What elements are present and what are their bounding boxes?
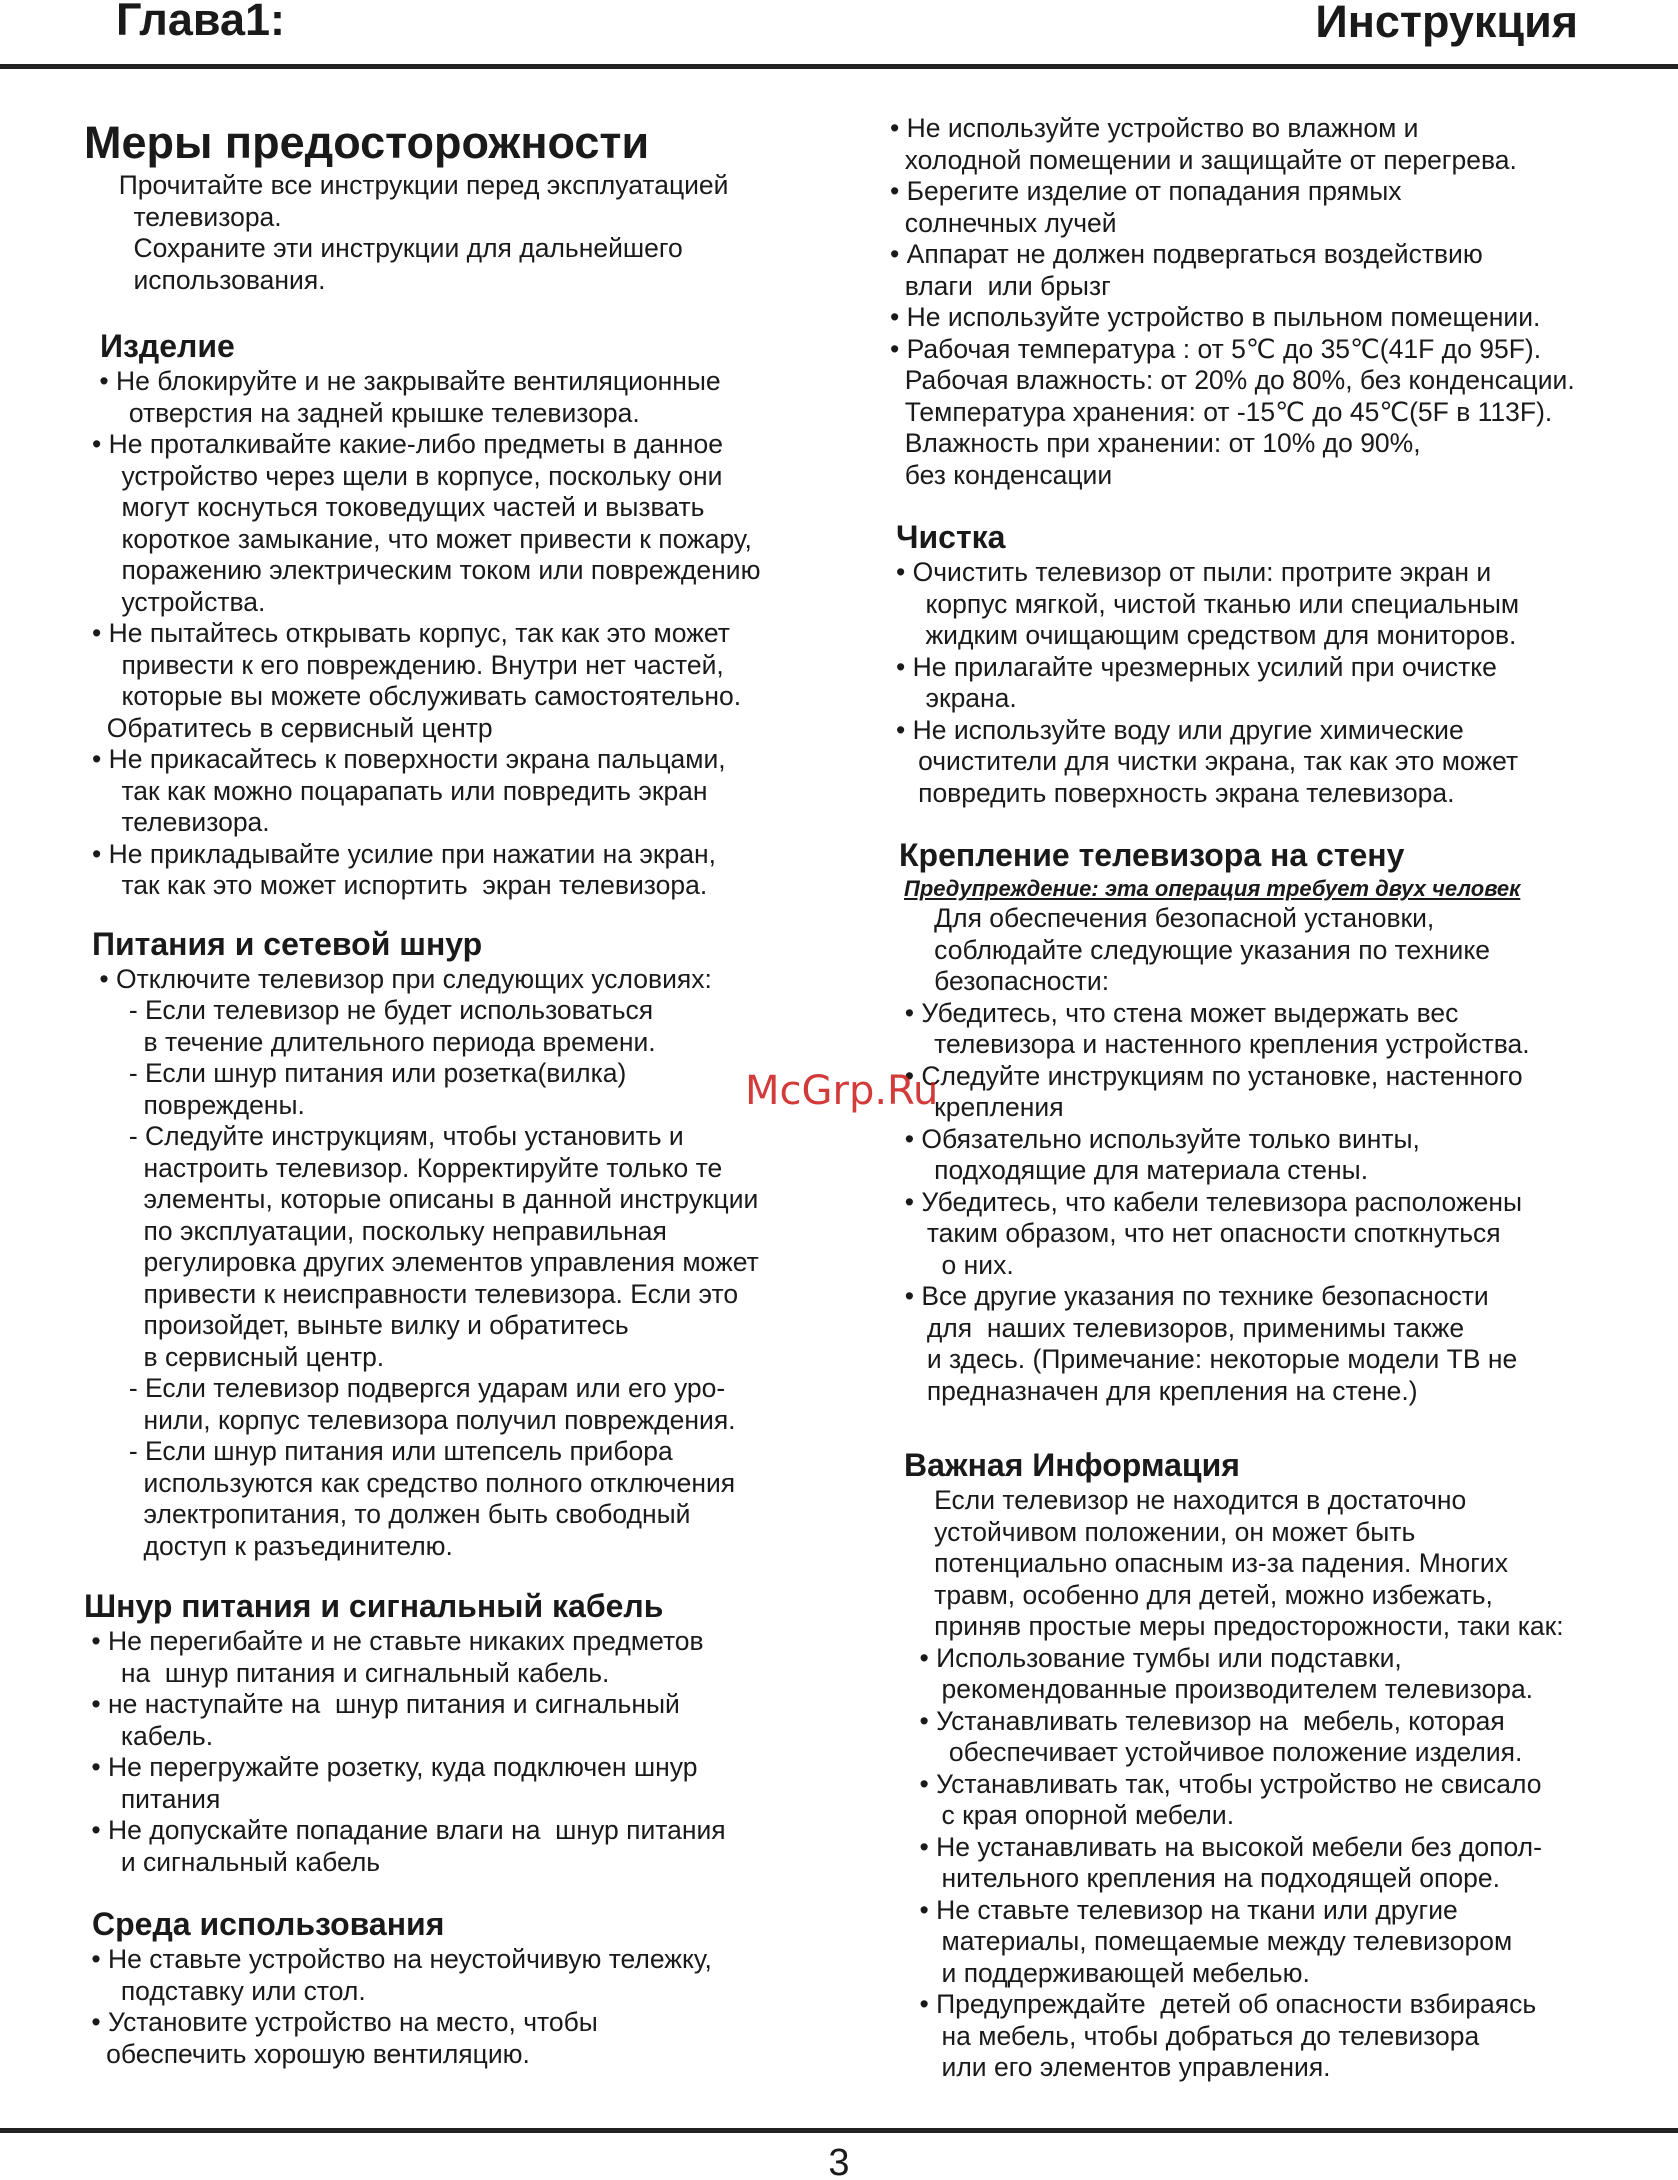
text-line: - Если шнур питания или розетка(вилка)	[92, 1058, 627, 1088]
text-line: • Убедитесь, что кабели телевизора расположены	[890, 1186, 1523, 1217]
text-line: телевизора.	[92, 807, 270, 837]
text-line: • Не перегружайте розетку, куда подключен шнур	[84, 1752, 698, 1782]
environment-list	[84, 1944, 824, 2070]
text-line: устройства.	[92, 586, 266, 617]
page-number: 3	[828, 2142, 850, 2180]
text-line: поражению электрическим током или повреждению	[92, 555, 761, 585]
text-line: • Установите устройство на место, чтобы	[84, 2007, 598, 2037]
text-line: так как можно поцарапать или повредить экран	[92, 775, 708, 806]
text-line: крепления	[890, 1092, 1064, 1122]
text-line: • не наступайте на шнур питания и сигнальный	[84, 1689, 680, 1719]
bottom-divider	[0, 2128, 1678, 2133]
text-line: и сигнальный кабель	[84, 1846, 381, 1877]
text-line: для наших телевизоров, применимы также	[890, 1312, 1465, 1343]
text-line: • Рабочая температура : от 5℃ до 35℃(41F до 95F).	[890, 333, 1542, 364]
text-line: Если телевизор не находится в достаточно	[890, 1485, 1467, 1515]
text-line: Прочитайте все инструкции перед эксплуатацией	[104, 170, 729, 200]
text-line: соблюдайте следующие указания по технике	[890, 934, 1490, 965]
text-line: обеспечить хорошую вентиляцию.	[84, 2038, 530, 2069]
text-line: • Не используйте воду или другие химические	[896, 714, 1464, 745]
text-line: и поддерживающей мебелью.	[890, 1957, 1310, 1988]
text-line: привести к его повреждению. Внутри нет частей,	[92, 649, 724, 680]
text-line: устойчивом положении, он может быть	[890, 1516, 1416, 1547]
text-line: рекомендованные производителем телевизора.	[890, 1674, 1534, 1704]
text-line: могут коснуться токоведущих частей и вызвать	[92, 492, 705, 522]
text-line: • Убедитесь, что стена может выдержать вес	[890, 997, 1459, 1028]
text-line: привести к неисправности телевизора. Если это	[92, 1278, 739, 1309]
text-line: нительного крепления на подходящей опоре.	[890, 1863, 1500, 1893]
text-line: регулировка других элементов управления может	[92, 1247, 759, 1277]
text-line: питания	[84, 1783, 221, 1814]
text-line: на мебель, чтобы добраться до телевизора	[890, 2020, 1480, 2051]
text-line: • Следуйте инструкциям по установке, настенного	[890, 1060, 1523, 1091]
watermark: McGrp.Ru	[745, 1068, 939, 1114]
heading-important-info: Важная Информация	[904, 1447, 1240, 1483]
text-line: материалы, помещаемые между телевизором	[890, 1926, 1513, 1956]
text-line: Сохраните эти инструкции для дальнейшего	[104, 233, 683, 263]
text-line: • Не блокируйте и не закрывайте вентиляционные	[92, 366, 721, 396]
text-line: жидким очищающим средством для мониторов.	[896, 620, 1517, 650]
text-line: без конденсации	[890, 459, 1113, 490]
text-line: • Не прилагайте чрезмерных усилий при очистке	[896, 651, 1497, 682]
text-line: безопасности:	[890, 966, 1110, 996]
wall-mount-list	[890, 903, 1650, 1407]
text-line: • Не прикладывайте усилие при нажатии на экран,	[92, 838, 716, 869]
text-line: - Если телевизор подвергся ударам или его уро-	[92, 1373, 726, 1403]
text-line: • Не используйте устройство во влажном и	[890, 113, 1419, 143]
right-column	[890, 113, 1650, 2084]
text-line: Рабочая влажность: от 20% до 80%, без конденсации.	[890, 365, 1575, 395]
heading-environment: Среда использования	[92, 1906, 445, 1942]
text-line: - Следуйте инструкциям, чтобы установить и	[92, 1121, 684, 1151]
important-info-list	[890, 1485, 1650, 2084]
text-line: • Не ставьте устройство на неустойчивую тележку,	[84, 1944, 712, 1974]
text-line: потенциально опасным из-за падения. Многих	[890, 1548, 1508, 1578]
text-line: • Устанавливать телевизор на мебель, которая	[890, 1705, 1505, 1736]
wall-mount-warning: Предупреждение: эта операция требует двух человек	[904, 876, 1521, 901]
text-line: • Не допускайте попадание влаги на шнур питания	[84, 1815, 726, 1845]
text-line: солнечных лучей	[890, 207, 1117, 238]
text-line: • Не проталкивайте какие-либо предметы в данное	[92, 429, 723, 459]
text-line: короткое замыкание, что может привести к пожару,	[92, 523, 752, 554]
text-line: подставку или стол.	[84, 1975, 366, 2006]
environment-continued-list	[890, 113, 1650, 491]
text-line: • Не перегибайте и не ставьте никаких предметов	[84, 1626, 704, 1656]
text-line: отверстия на задней крышке телевизора.	[92, 397, 640, 428]
power-cord-list	[92, 964, 824, 1563]
section-label: Инструкция	[1315, 0, 1578, 47]
text-line: • Не пытайтесь открывать корпус, так как это может	[92, 618, 730, 648]
text-line: • Не используйте устройство в пыльном помещении.	[890, 302, 1541, 332]
text-line: • Все другие указания по технике безопасности	[890, 1281, 1489, 1311]
product-list	[92, 366, 824, 902]
text-line: • Не ставьте телевизор на ткани или другие	[890, 1894, 1458, 1925]
cleaning-list	[896, 557, 1650, 809]
power-signal-cable-list	[84, 1626, 824, 1878]
text-line: • Аппарат не должен подвергаться воздействию	[890, 239, 1483, 269]
text-line: таким образом, что нет опасности споткнуться	[890, 1218, 1501, 1248]
text-line: Влажность при хранении: от 10% до 90%,	[890, 428, 1421, 458]
text-line: с края опорной мебели.	[890, 1800, 1235, 1830]
text-line: • Берегите изделие от попадания прямых	[890, 176, 1402, 206]
text-line: • Обязательно используйте только винты,	[890, 1123, 1420, 1154]
text-line: в течение длительного периода времени.	[92, 1026, 656, 1057]
text-line: • Отключите телевизор при следующих условиях:	[92, 963, 712, 994]
text-line: очистители для чистки экрана, так как это может	[896, 746, 1519, 776]
text-line: настроить телевизор. Корректируйте только те	[92, 1152, 723, 1183]
text-line: Для обеспечения безопасной установки,	[890, 903, 1435, 933]
text-line: произойдет, выньте вилку и обратитесь	[92, 1310, 629, 1340]
text-line: или его элементов управления.	[890, 2052, 1331, 2082]
page-title: Меры предосторожности	[84, 117, 650, 168]
text-line: • Предупреждайте детей об опасности взбираясь	[890, 1989, 1537, 2019]
text-line: влаги или брызг	[890, 270, 1111, 301]
text-line: предназначен для крепления на стене.)	[890, 1375, 1418, 1406]
chapter-label: Глава1:	[116, 0, 285, 45]
text-line: электропитания, то должен быть свободный	[92, 1499, 691, 1529]
top-divider	[0, 64, 1678, 69]
text-line: доступ к разъединителю.	[92, 1530, 453, 1561]
heading-power-cord: Питания и сетевой шнур	[92, 925, 483, 962]
text-line: так как это может испортить экран телевизора.	[92, 870, 708, 900]
text-line: о них.	[890, 1249, 1014, 1280]
text-line: по эксплуатации, поскольку неправильная	[92, 1215, 667, 1246]
text-line: приняв простые меры предосторожности, таки как:	[890, 1611, 1564, 1641]
text-line: • Не прикасайтесь к поверхности экрана пальцами,	[92, 744, 726, 774]
text-line: • Использование тумбы или подставки,	[890, 1642, 1402, 1673]
text-line: и здесь. (Примечание: некоторые модели ТВ не	[890, 1344, 1518, 1374]
text-line: холодной помещении и защищайте от перегрева.	[890, 144, 1517, 175]
text-line: обеспечивает устойчивое положение изделия.	[890, 1737, 1523, 1767]
text-line: на шнур питания и сигнальный кабель.	[84, 1657, 610, 1688]
heading-product: Изделие	[100, 328, 235, 364]
text-line: телевизора и настенного крепления устройства.	[890, 1029, 1530, 1059]
text-line: телевизора.	[104, 201, 282, 232]
text-line: - Если шнур питания или штепсель прибора	[92, 1436, 673, 1466]
text-line: экрана.	[896, 683, 1017, 713]
text-line: корпус мягкой, чистой тканью или специальным	[896, 588, 1520, 619]
text-line: элементы, которые описаны в данной инструкции	[92, 1184, 759, 1214]
heading-wall-mount: Крепление телевизора на стену	[899, 837, 1405, 873]
text-line: - Если телевизор не будет использоваться	[92, 995, 654, 1025]
text-line: • Не устанавливать на высокой мебели без допол-	[890, 1831, 1542, 1862]
text-line: Обратитесь в сервисный центр	[92, 712, 493, 743]
text-line: использования.	[104, 264, 326, 295]
intro-block	[104, 170, 824, 296]
text-line: используются как средство полного отключения	[92, 1467, 736, 1498]
text-line: которые вы можете обслуживать самостоятельно.	[92, 681, 742, 711]
heading-cleaning: Чистка	[896, 519, 1006, 555]
heading-power-signal-cable: Шнур питания и сигнальный кабель	[84, 1588, 664, 1624]
text-line: Температура хранения: от -15℃ до 45℃(5F в 113F).	[890, 396, 1553, 427]
text-line: подходящие для материала стены.	[890, 1155, 1369, 1185]
left-column	[84, 116, 824, 2070]
text-line: нили, корпус телевизора получил повреждения.	[92, 1404, 736, 1435]
text-line: • Устанавливать так, чтобы устройство не свисало	[890, 1768, 1542, 1799]
text-line: травм, особенно для детей, можно избежать,	[890, 1579, 1493, 1610]
text-line: • Очистить телевизор от пыли: протрите экран и	[896, 557, 1492, 587]
text-line: повреждены.	[92, 1089, 305, 1120]
text-line: кабель.	[84, 1720, 214, 1751]
text-line: в сервисный центр.	[92, 1341, 385, 1372]
text-line: устройство через щели в корпусе, поскольку они	[92, 460, 723, 491]
text-line: повредить поверхность экрана телевизора.	[896, 777, 1455, 808]
